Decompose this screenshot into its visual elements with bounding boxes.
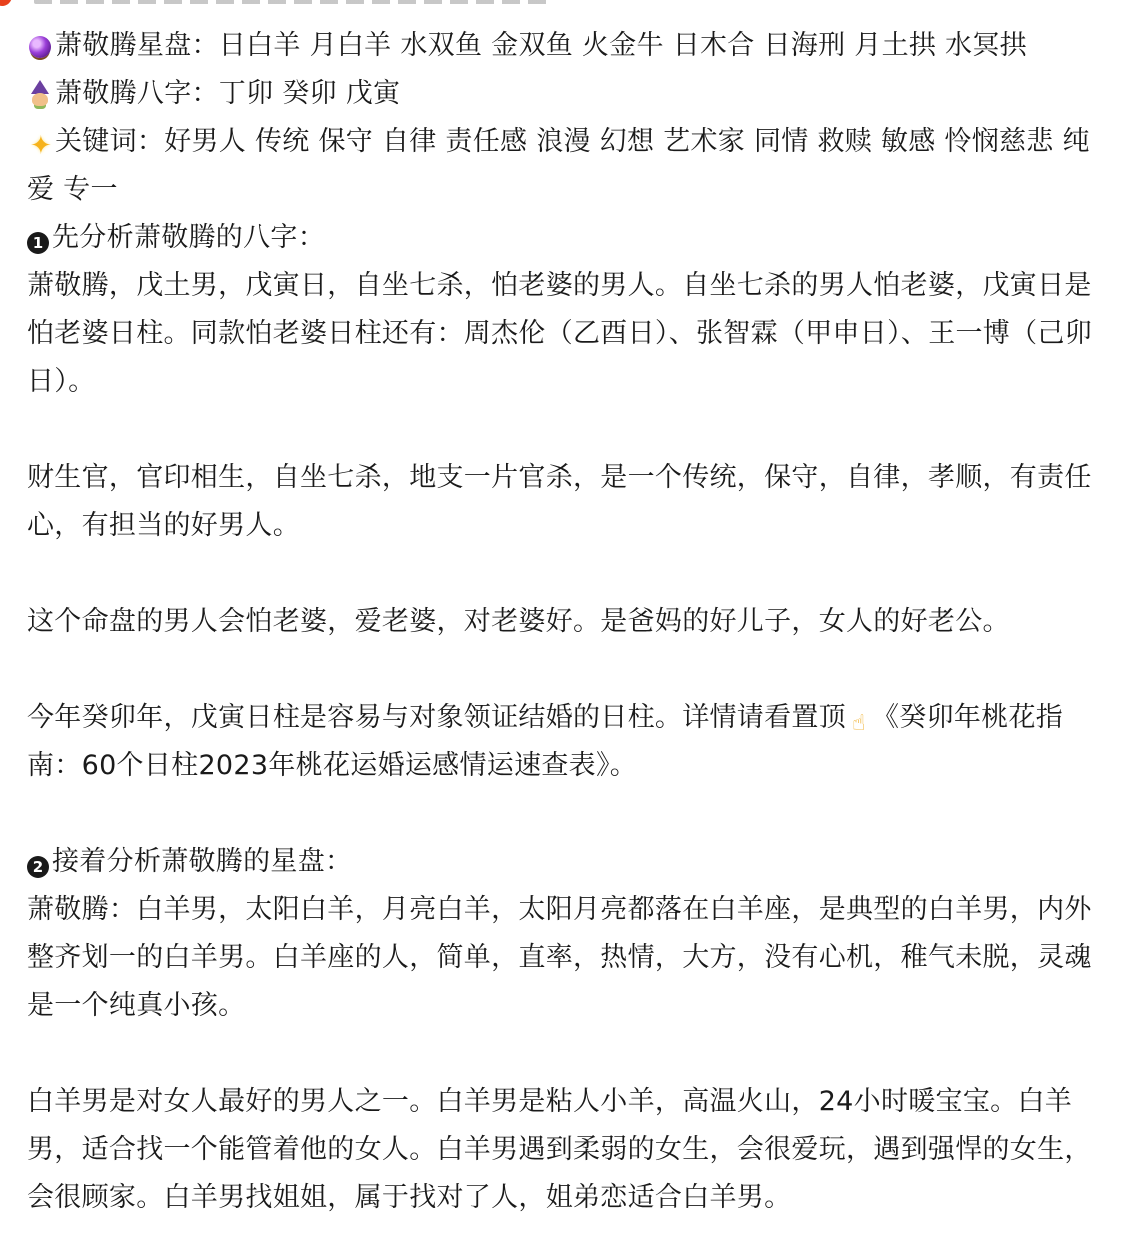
paragraph-aries-relationships: 白羊男是对女人最好的男人之一。白羊男是粘人小羊，高温火山，24小时暖宝宝。白羊男，适合找一个能管着他的女人。白羊男遇到柔弱的女生，会很爱玩，遇到强悍的女生，会很顾家。白羊男找姐姐，属于找对了人，姐弟恋适合白羊男。 <box>27 1086 1092 1213</box>
bazi-line <box>27 70 1117 118</box>
post-body <box>27 22 1117 1222</box>
paragraph-good-man: 财生官，官印相生，自坐七杀，地支一片官杀，是一个传统，保守，自律，孝顺，有责任心，有担当的好男人。 <box>27 462 1092 541</box>
glowing-star-icon: ✦ <box>29 131 53 161</box>
section-2-heading-text: 接着分析萧敬腾的星盘： <box>52 846 353 877</box>
pinned-guide-link[interactable]: 《癸卯年桃花指南：60个日柱2023年桃花运婚运感情运速查表》。 <box>27 702 1064 781</box>
wizard-icon <box>27 80 53 106</box>
paragraph-marriage-year <box>27 694 1117 790</box>
paragraph-bazi-analysis: 萧敬腾，戊土男，戊寅日，自坐七杀，怕老婆的男人。自坐七杀的男人怕老婆，戊寅日是怕老婆日柱。同款怕老婆日柱还有：周杰伦（乙酉日）、张智霖（甲申日）、王一博（己卯日）。 <box>27 270 1092 397</box>
crystal-ball-icon <box>29 36 51 58</box>
pointing-hand-icon: ☝ <box>852 711 866 736</box>
section-2-heading <box>27 838 1117 886</box>
number-two-badge: 2 <box>27 856 49 878</box>
paragraph-aries-man: 萧敬腾：白羊男，太阳白羊，月亮白羊，太阳月亮都落在白羊座，是典型的白羊男，内外整齐划一的白羊男。白羊座的人，简单，直率，热情，大方，没有心机，稚气未脱，灵魂是一个纯真小孩。 <box>27 894 1092 1021</box>
number-one-badge: 1 <box>27 232 49 254</box>
bazi-text: 萧敬腾八字：丁卯 癸卯 戊寅 <box>55 78 401 109</box>
marriage-year-text: 今年癸卯年，戊寅日柱是容易与对象领证结婚的日柱。详情请看置顶 <box>27 702 846 733</box>
section-1-heading <box>27 214 1117 262</box>
spacer <box>27 646 1117 694</box>
keywords-text: 关键词：好男人 传统 保守 自律 责任感 浪漫 幻想 艺术家 同情 救赎 敏感 怜悯慈悲 纯爱 专一 <box>27 126 1090 205</box>
keywords-line <box>27 118 1117 214</box>
section-1-heading-text: 先分析萧敬腾的八字： <box>52 222 325 253</box>
cropped-header-text <box>34 0 554 4</box>
astro-chart-line <box>27 22 1117 70</box>
spacer <box>27 550 1117 598</box>
cropped-post-header <box>0 0 1144 10</box>
astro-chart-text: 萧敬腾星盘：日白羊 月白羊 水双鱼 金双鱼 火金牛 日木合 日海刑 月土拱 水冥拱 <box>55 30 1027 61</box>
spacer <box>27 406 1117 454</box>
spacer <box>27 1030 1117 1078</box>
spacer <box>27 790 1117 838</box>
paragraph-good-husband: 这个命盘的男人会怕老婆，爱老婆，对老婆好。是爸妈的好儿子，女人的好老公。 <box>27 606 1010 637</box>
avatar[interactable] <box>0 0 12 6</box>
